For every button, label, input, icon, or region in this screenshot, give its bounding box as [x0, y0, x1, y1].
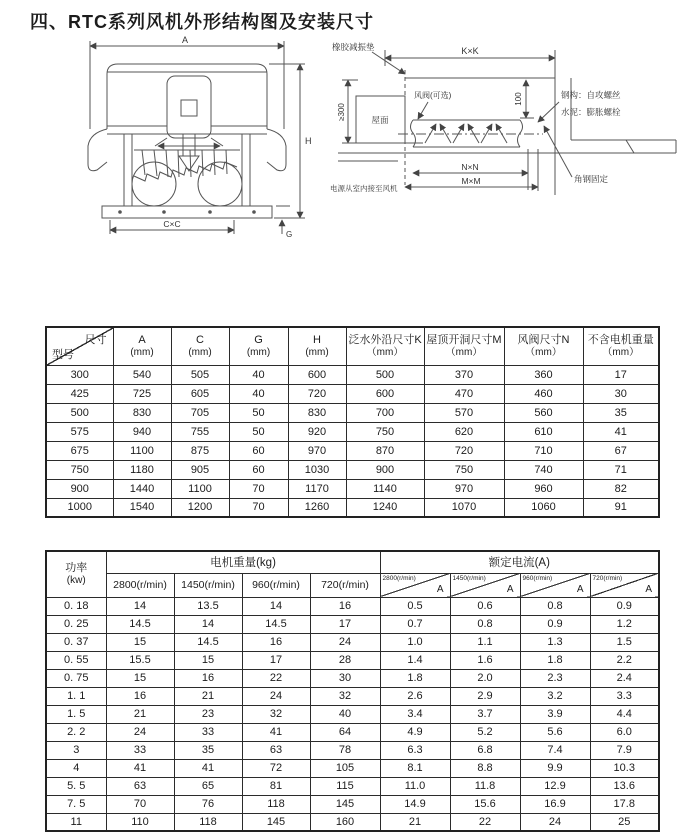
table-cell: 3.2: [520, 687, 590, 705]
table-cell: 900: [346, 460, 424, 479]
weight-rpm-header: 2800(r/min): [106, 573, 174, 597]
table-cell: 14: [106, 597, 174, 615]
table-cell: 1.4: [380, 651, 450, 669]
table-cell: 14: [242, 597, 310, 615]
table-cell: 620: [424, 422, 504, 441]
table-cell: 725: [113, 384, 171, 403]
table-row: [46, 777, 659, 795]
table-cell: 0. 18: [46, 597, 106, 615]
dim-a-label: A: [181, 35, 189, 45]
table-cell: 570: [424, 403, 504, 422]
table-cell: 870: [346, 441, 424, 460]
table-cell: 1170: [288, 479, 346, 498]
table-cell: 4.9: [380, 723, 450, 741]
table-row: [46, 365, 659, 384]
table-cell: 5. 5: [46, 777, 106, 795]
table-cell: 24: [106, 723, 174, 741]
power-unit-label: (kw): [66, 575, 86, 587]
table-cell: 11.8: [450, 777, 520, 795]
table-cell: 16: [310, 597, 380, 615]
table-cell: 1070: [424, 498, 504, 517]
table-row: [46, 460, 659, 479]
table-cell: 0. 25: [46, 615, 106, 633]
table-cell: 1. 1: [46, 687, 106, 705]
table-cell: 16: [242, 633, 310, 651]
current-rpm-header: 960(r/min) A: [520, 573, 590, 597]
column-header: A (mm): [113, 327, 171, 365]
table-cell: 755: [171, 422, 229, 441]
motor-table-subheader-row: [46, 573, 659, 597]
page-title: 四、RTC系列风机外形结构图及安装尺寸: [30, 12, 374, 32]
table-cell: 0.8: [450, 615, 520, 633]
table-row: [46, 403, 659, 422]
table-cell: 60: [229, 441, 288, 460]
table-cell: 105: [310, 759, 380, 777]
table-cell: 70: [229, 498, 288, 517]
table-cell: 1060: [504, 498, 583, 517]
table-cell: 70: [106, 795, 174, 813]
table-cell: 1100: [171, 479, 229, 498]
table-cell: 7. 5: [46, 795, 106, 813]
table-row: [46, 615, 659, 633]
table-cell: 110: [106, 813, 174, 831]
current-rpm-header: 720(r/min) A: [590, 573, 659, 597]
column-header: 屋顶开洞尺寸M （mm）: [424, 327, 504, 365]
table-cell: 540: [113, 365, 171, 384]
table-cell: 720: [288, 384, 346, 403]
table-cell: 1.8: [520, 651, 590, 669]
table-cell: 21: [106, 705, 174, 723]
table-cell: 8.8: [450, 759, 520, 777]
table-cell: 72: [242, 759, 310, 777]
table-cell: 41: [242, 723, 310, 741]
table-cell: 1.2: [590, 615, 659, 633]
table-cell: 60: [229, 460, 288, 479]
table-cell: 63: [106, 777, 174, 795]
table-cell: 1. 5: [46, 705, 106, 723]
dim-300-label: ≥300: [337, 103, 346, 121]
table-cell: 11: [46, 813, 106, 831]
current-group-header: 额定电流(A): [380, 551, 659, 573]
table-cell: 425: [46, 384, 113, 403]
table-cell: 40: [229, 365, 288, 384]
table-cell: 7.4: [520, 741, 590, 759]
table-cell: 370: [424, 365, 504, 384]
table-cell: 970: [424, 479, 504, 498]
table-cell: 160: [310, 813, 380, 831]
table-cell: 11.0: [380, 777, 450, 795]
table-cell: 750: [424, 460, 504, 479]
damper-label: 风阀(可选): [414, 91, 452, 100]
column-header: 泛水外沿尺寸K （mm）: [346, 327, 424, 365]
dimension-table: [45, 326, 660, 518]
column-header: H (mm): [288, 327, 346, 365]
table-cell: 17: [583, 365, 659, 384]
table-cell: 1240: [346, 498, 424, 517]
table-cell: 2.4: [590, 669, 659, 687]
table-cell: 1260: [288, 498, 346, 517]
table-cell: 41: [106, 759, 174, 777]
table-cell: 30: [583, 384, 659, 403]
table-cell: 118: [174, 813, 242, 831]
table-cell: 67: [583, 441, 659, 460]
table-cell: 905: [171, 460, 229, 479]
table-cell: 50: [229, 403, 288, 422]
table-cell: 2.6: [380, 687, 450, 705]
table-cell: 875: [171, 441, 229, 460]
table-cell: 33: [174, 723, 242, 741]
table-cell: 14.5: [174, 633, 242, 651]
table-cell: 8.1: [380, 759, 450, 777]
cement-fixing-label: 水泥：膨胀螺栓: [561, 107, 621, 117]
table-cell: 78: [310, 741, 380, 759]
table-cell: 1180: [113, 460, 171, 479]
table-cell: 33: [106, 741, 174, 759]
power-wire-label: 电源从室内接至风机: [330, 184, 398, 193]
table-cell: 600: [346, 384, 424, 403]
table-cell: 12.9: [520, 777, 590, 795]
dimension-table-body: [46, 365, 659, 517]
table-cell: 1000: [46, 498, 113, 517]
table-cell: 5.6: [520, 723, 590, 741]
table-cell: 300: [46, 365, 113, 384]
table-row: [46, 759, 659, 777]
current-rpm-header: 2800(r/min) A: [380, 573, 450, 597]
table-cell: 22: [242, 669, 310, 687]
table-cell: 360: [504, 365, 583, 384]
table-cell: 15: [106, 669, 174, 687]
table-row: [46, 723, 659, 741]
table-cell: 750: [346, 422, 424, 441]
table-cell: 63: [242, 741, 310, 759]
table-row: [46, 422, 659, 441]
table-cell: 145: [310, 795, 380, 813]
table-row: [46, 633, 659, 651]
motor-table-group-row: [46, 551, 659, 573]
table-cell: 2. 2: [46, 723, 106, 741]
table-cell: 32: [242, 705, 310, 723]
table-cell: 750: [46, 460, 113, 479]
table-cell: 740: [504, 460, 583, 479]
table-cell: 81: [242, 777, 310, 795]
table-cell: 10.3: [590, 759, 659, 777]
table-cell: 14.5: [106, 615, 174, 633]
table-cell: 500: [46, 403, 113, 422]
table-row: [46, 741, 659, 759]
table-cell: 2.0: [450, 669, 520, 687]
table-cell: 4.4: [590, 705, 659, 723]
table-cell: 13.5: [174, 597, 242, 615]
table-cell: 41: [583, 422, 659, 441]
table-row: [46, 669, 659, 687]
table-cell: 41: [174, 759, 242, 777]
table-cell: 3.3: [590, 687, 659, 705]
table-cell: 14.9: [380, 795, 450, 813]
table-cell: 145: [242, 813, 310, 831]
dimension-table-header-row: [46, 327, 659, 365]
table-cell: 1100: [113, 441, 171, 460]
table-cell: 3: [46, 741, 106, 759]
rubber-pad-label: 橡胶减振垫: [332, 42, 375, 52]
table-cell: 24: [242, 687, 310, 705]
table-cell: 6.0: [590, 723, 659, 741]
diagram-section: [0, 34, 700, 326]
table-cell: 6.3: [380, 741, 450, 759]
table-row: [46, 479, 659, 498]
table-cell: 575: [46, 422, 113, 441]
motor-table: [45, 550, 660, 832]
table-cell: 76: [174, 795, 242, 813]
table-cell: 1.6: [450, 651, 520, 669]
table-cell: 9.9: [520, 759, 590, 777]
table-cell: 3.9: [520, 705, 590, 723]
table-cell: 0.8: [520, 597, 590, 615]
power-header-cell: [46, 551, 106, 597]
table-cell: 830: [288, 403, 346, 422]
table-cell: 6.8: [450, 741, 520, 759]
table-cell: 14: [174, 615, 242, 633]
table-cell: 710: [504, 441, 583, 460]
table-cell: 1.5: [590, 633, 659, 651]
corner-bottom-label: 型号: [52, 348, 74, 361]
table-cell: 40: [310, 705, 380, 723]
table-cell: 15.6: [450, 795, 520, 813]
roof-label: 屋面: [371, 115, 389, 125]
table-cell: 720: [424, 441, 504, 460]
table-cell: 50: [229, 422, 288, 441]
corner-top-label: 尺寸: [84, 334, 107, 346]
table-cell: 14.5: [242, 615, 310, 633]
table-cell: 1.8: [380, 669, 450, 687]
dim-g-label: G: [286, 230, 293, 239]
table-cell: 22: [450, 813, 520, 831]
table-cell: 16: [174, 669, 242, 687]
table-cell: 960: [504, 479, 583, 498]
table-cell: 2.2: [590, 651, 659, 669]
table-cell: 0. 37: [46, 633, 106, 651]
roof-installation-diagram: [328, 40, 698, 205]
dim-h-label: H: [305, 136, 312, 146]
table-row: [46, 441, 659, 460]
column-header: C (mm): [171, 327, 229, 365]
table-cell: 118: [242, 795, 310, 813]
weight-rpm-header: 960(r/min): [242, 573, 310, 597]
table-cell: 15.5: [106, 651, 174, 669]
table-cell: 4: [46, 759, 106, 777]
table-cell: 1440: [113, 479, 171, 498]
power-label: 功率: [65, 562, 88, 575]
table-cell: 21: [380, 813, 450, 831]
column-header: 风阀尺寸N （mm）: [504, 327, 583, 365]
dim-nn-label: N×N: [461, 162, 479, 172]
column-header: G (mm): [229, 327, 288, 365]
table-cell: 28: [310, 651, 380, 669]
table-cell: 17.8: [590, 795, 659, 813]
table-cell: 16: [106, 687, 174, 705]
motor-table-body: [46, 597, 659, 831]
table-cell: 500: [346, 365, 424, 384]
table-cell: 1540: [113, 498, 171, 517]
table-cell: 970: [288, 441, 346, 460]
table-cell: 3.4: [380, 705, 450, 723]
table-cell: 1.1: [450, 633, 520, 651]
table-cell: 0.5: [380, 597, 450, 615]
table-cell: 2.9: [450, 687, 520, 705]
table-cell: 24: [520, 813, 590, 831]
column-header: 不含电机重量 （mm）: [583, 327, 659, 365]
table-cell: 830: [113, 403, 171, 422]
table-cell: 1.3: [520, 633, 590, 651]
table-cell: 1030: [288, 460, 346, 479]
table-cell: 5.2: [450, 723, 520, 741]
table-row: [46, 795, 659, 813]
table-row: [46, 687, 659, 705]
table-cell: 70: [229, 479, 288, 498]
table-cell: 21: [174, 687, 242, 705]
table-cell: 700: [346, 403, 424, 422]
table-cell: 40: [229, 384, 288, 403]
table-cell: 25: [590, 813, 659, 831]
table-cell: 920: [288, 422, 346, 441]
dim-cc-label: C×C: [163, 219, 181, 229]
table-cell: 0.6: [450, 597, 520, 615]
table-row: [46, 384, 659, 403]
table-cell: 3.7: [450, 705, 520, 723]
table-cell: 91: [583, 498, 659, 517]
dim-mm-label: M×M: [461, 176, 481, 186]
steel-fixing-label: 钢构：自攻螺丝: [561, 90, 621, 100]
table-cell: 0. 75: [46, 669, 106, 687]
table-cell: 2.3: [520, 669, 590, 687]
table-cell: 675: [46, 441, 113, 460]
table-cell: 17: [242, 651, 310, 669]
current-rpm-header: 1450(r/min) A: [450, 573, 520, 597]
table-cell: 0.7: [380, 615, 450, 633]
table-cell: 35: [583, 403, 659, 422]
table-cell: 1140: [346, 479, 424, 498]
table-cell: 13.6: [590, 777, 659, 795]
table-cell: 16.9: [520, 795, 590, 813]
table-row: [46, 813, 659, 831]
table-cell: 705: [171, 403, 229, 422]
table-cell: 605: [171, 384, 229, 403]
weight-rpm-header: 720(r/min): [310, 573, 380, 597]
corner-header-cell: [46, 327, 113, 365]
table-cell: 65: [174, 777, 242, 795]
table-cell: 115: [310, 777, 380, 795]
table-cell: 940: [113, 422, 171, 441]
table-cell: 32: [310, 687, 380, 705]
table-cell: 470: [424, 384, 504, 403]
table-cell: 1.0: [380, 633, 450, 651]
fan-front-view-diagram: [52, 34, 322, 239]
table-cell: 7.9: [590, 741, 659, 759]
weight-group-header: 电机重量(kg): [106, 551, 380, 573]
table-cell: 64: [310, 723, 380, 741]
table-cell: 1200: [171, 498, 229, 517]
table-cell: 15: [106, 633, 174, 651]
dim-100-label: 100: [514, 92, 523, 106]
table-cell: 900: [46, 479, 113, 498]
dim-kk-label: K×K: [461, 46, 479, 56]
table-cell: 0. 55: [46, 651, 106, 669]
table-cell: 460: [504, 384, 583, 403]
table-cell: 0.9: [590, 597, 659, 615]
table-cell: 600: [288, 365, 346, 384]
table-cell: 17: [310, 615, 380, 633]
table-row: [46, 705, 659, 723]
table-cell: 71: [583, 460, 659, 479]
table-row: [46, 597, 659, 615]
table-cell: 30: [310, 669, 380, 687]
table-cell: 0.9: [520, 615, 590, 633]
table-cell: 23: [174, 705, 242, 723]
table-cell: 24: [310, 633, 380, 651]
table-row: [46, 498, 659, 517]
table-row: [46, 651, 659, 669]
weight-rpm-header: 1450(r/min): [174, 573, 242, 597]
table-cell: 82: [583, 479, 659, 498]
table-cell: 610: [504, 422, 583, 441]
table-cell: 35: [174, 741, 242, 759]
angle-steel-label: 角钢固定: [574, 174, 609, 184]
table-cell: 505: [171, 365, 229, 384]
table-cell: 560: [504, 403, 583, 422]
table-cell: 15: [174, 651, 242, 669]
